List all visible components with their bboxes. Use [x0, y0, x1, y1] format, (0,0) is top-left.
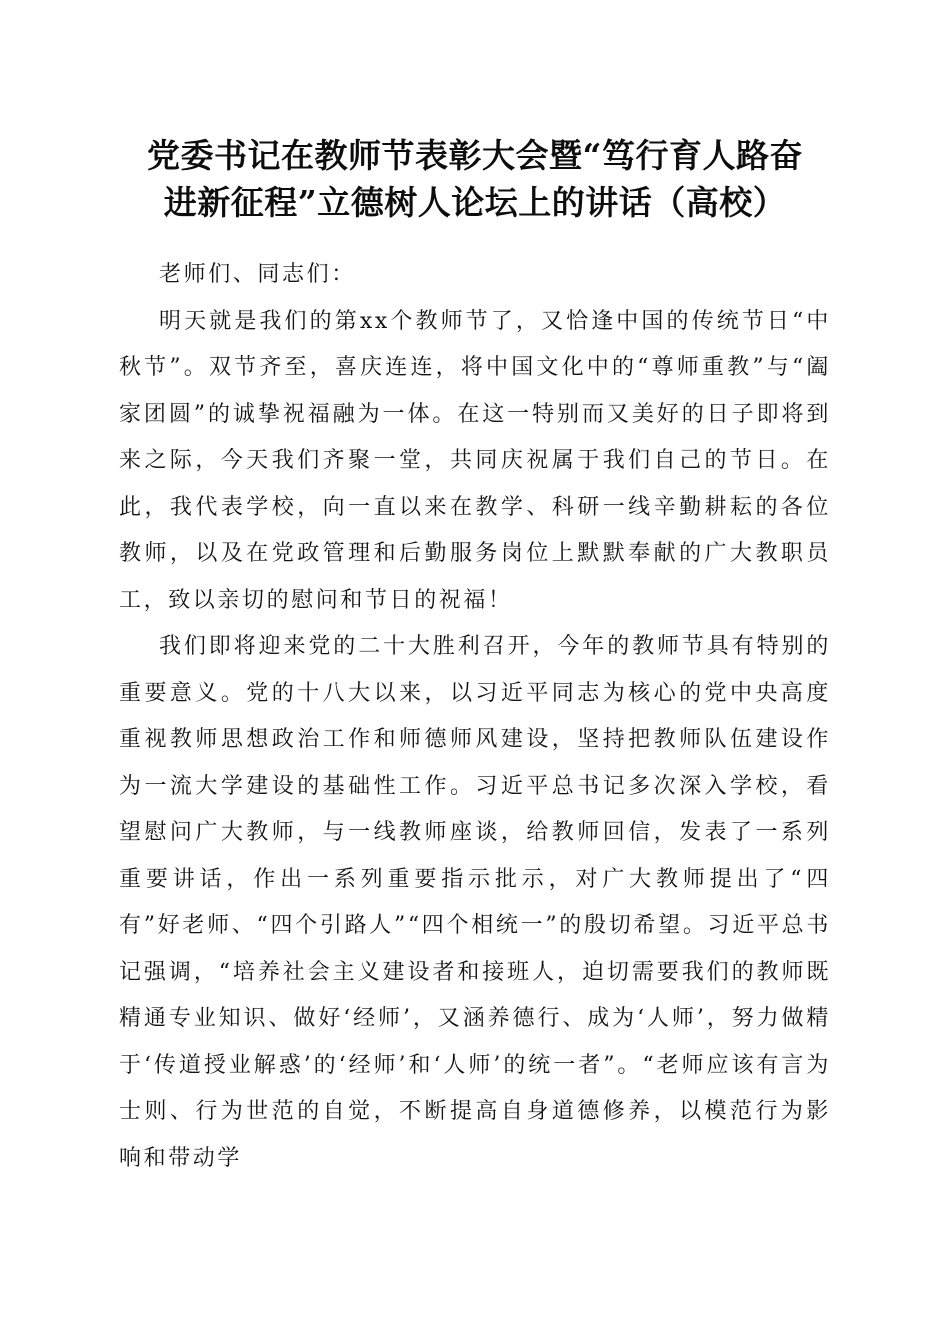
title-line-1: 党委书记在教师节表彰大会暨“笃行育人路奋 — [147, 136, 803, 175]
salutation: 老师们、同志们： — [159, 262, 356, 287]
title-line-2: 进新征程”立德树人论坛上的讲话（高校） — [163, 183, 787, 222]
paragraph-1: 明天就是我们的第xx个教师节了，又恰逢中国的传统节日“中秋节”。双节齐至，喜庆连连，将中国文化中的“尊师重教”与“阖家团圆”的诚挚祝福融为一体。在这一特别而又美好的日子即将到来之际，今天我们齐聚一堂，共同庆祝属于我们自己的节日。在此，我代表学校，向一直以来在教学、科研一线辛勤耕耘的各位教师，以及在党政管理和后勤服务岗位上默默奉献的广大教职员工，致以亲切的慰问和节日的祝福！ — [119, 308, 831, 613]
document-title — [110, 132, 840, 226]
document-body — [119, 252, 831, 1182]
paragraph-2: 我们即将迎来党的二十大胜利召开，今年的教师节具有特别的重要意义。党的十八大以来，以习近平同志为核心的党中央高度重视教师思想政治工作和师德师风建设，坚持把教师队伍建设作为一流大学建设的基础性工作。习近平总书记多次深入学校，看望慰问广大教师，与一线教师座谈，给教师回信，发表了一系列重要讲话，作出一系列重要指示批示，对广大教师提出了“四有”好老师、“四个引路人”“四个相统一”的殷切希望。习近平总书记强调，“培养社会主义建设者和接班人，迫切需要我们的教师既精通专业知识、做好‘经师’，又涵养德行、成为‘人师’，努力做精于‘传道授业解惑’的‘经师’和‘人师’的统一者”。“老师应该有言为士则、行为世范的自觉，不断提高自身道德修养，以模范行为影响和带动学 — [119, 634, 831, 1171]
